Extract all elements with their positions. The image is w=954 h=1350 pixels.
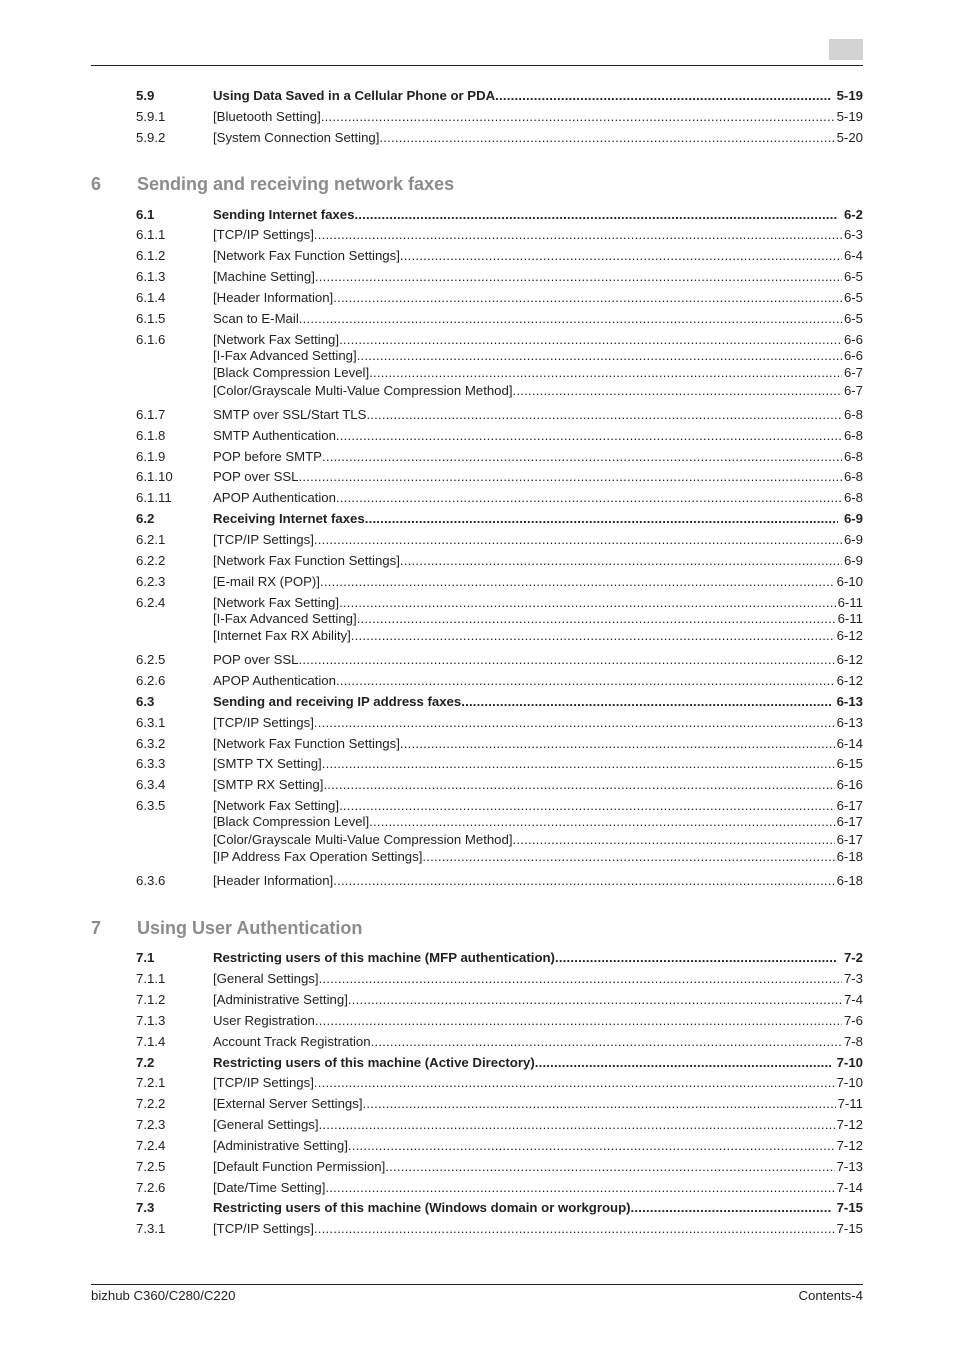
toc-page: 6-15 [836, 756, 863, 771]
toc-number: 6.3.4 [136, 777, 166, 792]
toc-entry[interactable] [136, 364, 863, 381]
toc-entry[interactable] [136, 1054, 863, 1071]
toc-title: POP before SMTP [213, 449, 322, 464]
toc-number: 6.2.4 [136, 595, 166, 610]
toc-page: 6-12 [836, 628, 863, 643]
toc-page: 6-13 [836, 694, 863, 709]
toc-entry[interactable] [136, 970, 863, 987]
dot-leader [333, 872, 834, 889]
toc-number: 6.2 [136, 511, 155, 526]
top-rule [91, 65, 863, 66]
toc-page: 5-20 [836, 130, 863, 145]
toc-title: [Network Fax Function Settings] [213, 248, 400, 263]
chapter-heading-6 [91, 174, 863, 196]
toc-entry[interactable] [136, 468, 863, 485]
dot-leader [299, 651, 835, 668]
toc-entry[interactable] [136, 331, 863, 348]
toc-entry[interactable] [136, 1033, 863, 1050]
toc-page: 6-9 [843, 511, 863, 526]
dot-leader [363, 1095, 836, 1112]
dot-leader [319, 970, 842, 987]
toc-page: 6-5 [843, 269, 863, 284]
toc-entry[interactable] [136, 991, 863, 1008]
footer-model: bizhub C360/C280/C220 [91, 1288, 236, 1303]
toc-page: 7-8 [843, 1034, 863, 1049]
toc-page: 6-17 [836, 832, 863, 847]
toc-page: 5-19 [836, 88, 863, 103]
toc-page: 6-2 [843, 207, 863, 222]
toc-title: [TCP/IP Settings] [213, 715, 314, 730]
toc-page: 6-8 [843, 469, 863, 484]
dot-leader [354, 206, 838, 223]
dot-leader [400, 735, 835, 752]
toc-number: 7.2.6 [136, 1180, 166, 1195]
toc-entry[interactable] [136, 406, 863, 423]
toc-title: [Network Fax Setting] [213, 798, 340, 813]
toc-number: 7.2 [136, 1055, 155, 1070]
toc-page: 6-17 [836, 798, 863, 813]
toc-page: 7-10 [836, 1075, 863, 1090]
toc-title: [Bluetooth Setting] [213, 109, 321, 124]
toc-number: 6.3 [136, 694, 155, 709]
toc-page: 6-13 [836, 715, 863, 730]
toc-page: 6-12 [836, 673, 863, 688]
toc-number: 6.3.1 [136, 715, 166, 730]
toc-title: [IP Address Fax Operation Settings] [213, 849, 423, 864]
toc-title: [Date/Time Setting] [213, 1180, 326, 1195]
toc-number: 7.1.2 [136, 992, 166, 1007]
dot-leader [315, 268, 842, 285]
toc-page: 6-8 [843, 490, 863, 505]
toc-title: Scan to E-Mail [213, 311, 299, 326]
toc-page: 7-3 [843, 971, 863, 986]
dot-leader [314, 226, 842, 243]
toc-entry[interactable] [136, 268, 863, 285]
dot-leader [400, 552, 842, 569]
toc-title: [System Connection Setting] [213, 130, 380, 145]
dot-leader [336, 672, 835, 689]
toc-number: 6.2.6 [136, 673, 166, 688]
toc-entry[interactable] [136, 610, 863, 627]
dot-leader [357, 610, 836, 627]
dot-leader [339, 331, 842, 348]
toc-page: 6-10 [836, 574, 863, 589]
dot-leader [299, 310, 842, 327]
toc-entry[interactable] [136, 949, 863, 966]
toc-title: [Black Compression Level] [213, 365, 370, 380]
toc-number: 6.1.7 [136, 407, 166, 422]
chapter-heading-7 [91, 918, 863, 940]
toc-entry[interactable] [136, 489, 863, 506]
toc-title: [Default Function Permission] [213, 1159, 386, 1174]
toc-title: [Header Information] [213, 290, 334, 305]
toc-entry[interactable] [136, 872, 863, 889]
toc-number: 5.9.2 [136, 130, 166, 145]
toc-page: 6-11 [837, 611, 863, 626]
toc-page: 6-3 [843, 227, 863, 242]
dot-leader [555, 949, 838, 966]
toc-entry[interactable] [136, 1074, 863, 1091]
toc-entry[interactable] [136, 247, 863, 264]
toc-title: [SMTP RX Setting] [213, 777, 324, 792]
footer-page-label: Contents-4 [798, 1288, 863, 1303]
toc-number: 5.9.1 [136, 109, 166, 124]
toc-entry[interactable] [136, 1095, 863, 1112]
toc-title: [Network Fax Setting] [213, 332, 340, 347]
toc-page: 7-12 [836, 1117, 863, 1132]
toc-title: [TCP/IP Settings] [213, 227, 314, 242]
page-tab-marker [829, 39, 863, 60]
toc-entry[interactable] [136, 531, 863, 548]
dot-leader [325, 1179, 834, 1196]
toc-number: 7.3 [136, 1200, 155, 1215]
dot-leader [333, 289, 842, 306]
toc-entry[interactable] [136, 1158, 863, 1175]
toc-number: 6.2.5 [136, 652, 166, 667]
toc-title: [Color/Grayscale Multi-Value Compression Method] [213, 383, 513, 398]
toc-title: [TCP/IP Settings] [213, 532, 314, 547]
chapter-title: Using User Authentication [137, 918, 363, 938]
toc-entry[interactable] [136, 848, 863, 865]
dot-leader [314, 531, 842, 548]
toc-number: 7.2.2 [136, 1096, 166, 1111]
dot-leader [513, 382, 842, 399]
toc-page: 6-4 [843, 248, 863, 263]
chapter-title: Sending and receiving network faxes [137, 174, 455, 194]
bottom-rule [91, 1284, 863, 1285]
toc-entry[interactable] [136, 87, 863, 104]
toc-page: 7-6 [843, 1013, 863, 1028]
toc-entry[interactable] [136, 813, 863, 830]
toc-title: [Administrative Setting] [213, 992, 348, 1007]
dot-leader [339, 797, 835, 814]
toc-page: 6-8 [843, 449, 863, 464]
toc-page: 7-15 [836, 1221, 863, 1236]
toc-entry[interactable] [136, 755, 863, 772]
toc-entry[interactable] [136, 573, 863, 590]
toc-number: 6.1.1 [136, 227, 166, 242]
toc-title: [Black Compression Level] [213, 814, 370, 829]
toc-page: 7-12 [836, 1138, 863, 1153]
toc-entry[interactable] [136, 552, 863, 569]
dot-leader [369, 364, 842, 381]
toc-page: 6-7 [843, 365, 863, 380]
toc-title: [I-Fax Advanced Setting] [213, 348, 357, 363]
toc-title: [E-mail RX (POP)] [213, 574, 320, 589]
dot-leader [495, 87, 830, 104]
toc-page: 7-11 [837, 1096, 863, 1111]
toc-number: 7.2.4 [136, 1138, 166, 1153]
toc-number: 7.2.1 [136, 1075, 166, 1090]
toc-entry[interactable] [136, 776, 863, 793]
toc-page: 6-6 [843, 348, 863, 363]
toc-title: [General Settings] [213, 1117, 319, 1132]
toc-number: 6.1.5 [136, 311, 166, 326]
toc-number: 6.1.9 [136, 449, 166, 464]
toc-number: 6.1 [136, 207, 155, 222]
toc-entry[interactable] [136, 347, 863, 364]
toc-entry[interactable] [136, 1199, 863, 1216]
toc-entry[interactable] [136, 1116, 863, 1133]
dot-leader [631, 1199, 831, 1216]
dot-leader [315, 1012, 842, 1029]
toc-number: 7.2.3 [136, 1117, 166, 1132]
dot-leader [339, 594, 836, 611]
toc-title: [TCP/IP Settings] [213, 1221, 314, 1236]
toc-entry[interactable] [136, 108, 863, 125]
toc-number: 6.1.10 [136, 469, 173, 484]
toc-title: Receiving Internet faxes [213, 511, 365, 526]
toc-title: [Network Fax Function Settings] [213, 553, 400, 568]
toc-title: [Machine Setting] [213, 269, 315, 284]
dot-leader [322, 448, 842, 465]
toc-page: 5-19 [836, 109, 863, 124]
toc-entry[interactable] [136, 735, 863, 752]
dot-leader [351, 627, 835, 644]
dot-leader [385, 1158, 834, 1175]
toc-entry[interactable] [136, 1012, 863, 1029]
dot-leader [314, 1074, 835, 1091]
dot-leader [379, 129, 834, 146]
toc-number: 6.2.1 [136, 532, 166, 547]
toc-entry[interactable] [136, 226, 863, 243]
toc-title: Account Track Registration [213, 1034, 371, 1049]
toc-entry[interactable] [136, 714, 863, 731]
toc-entry[interactable] [136, 289, 863, 306]
dot-leader [314, 714, 835, 731]
toc-page: 6-9 [843, 532, 863, 547]
toc-page: 6-9 [843, 553, 863, 568]
dot-leader [369, 813, 834, 830]
toc-title: Sending and receiving IP address faxes [213, 694, 462, 709]
toc-page: 7-10 [836, 1055, 863, 1070]
dot-leader [366, 406, 842, 423]
toc-page: 6-8 [843, 428, 863, 443]
toc-entry[interactable] [136, 693, 863, 710]
toc-title: [Internet Fax RX Ability] [213, 628, 351, 643]
dot-leader [422, 848, 834, 865]
toc-title: Restricting users of this machine (MFP authentication) [213, 950, 555, 965]
toc-number: 6.3.6 [136, 873, 166, 888]
dot-leader [513, 831, 835, 848]
toc-entry[interactable] [136, 310, 863, 327]
dot-leader [320, 573, 835, 590]
toc-page: 7-13 [836, 1159, 863, 1174]
toc-entry[interactable] [136, 427, 863, 444]
toc-page: 6-8 [843, 407, 863, 422]
toc-entry[interactable] [136, 831, 863, 848]
toc-page: 7-4 [843, 992, 863, 1007]
dot-leader [348, 991, 842, 1008]
toc-title: APOP Authentication [213, 490, 336, 505]
dot-leader [299, 468, 842, 485]
dot-leader [461, 693, 830, 710]
toc-title: User Registration [213, 1013, 315, 1028]
toc-title: APOP Authentication [213, 673, 336, 688]
toc-entry[interactable] [136, 382, 863, 399]
toc-page: 6-16 [836, 777, 863, 792]
toc-title: Using Data Saved in a Cellular Phone or PDA [213, 88, 496, 103]
dot-leader [365, 510, 838, 527]
toc-page: 7-14 [836, 1180, 863, 1195]
toc-number: 6.1.4 [136, 290, 166, 305]
toc-entry[interactable] [136, 510, 863, 527]
toc-title: [I-Fax Advanced Setting] [213, 611, 357, 626]
toc-entry[interactable] [136, 1179, 863, 1196]
toc-number: 7.1.1 [136, 971, 166, 986]
toc-title: SMTP Authentication [213, 428, 336, 443]
dot-leader [336, 427, 842, 444]
toc-title: [TCP/IP Settings] [213, 1075, 314, 1090]
toc-number: 7.1.4 [136, 1034, 166, 1049]
toc-entry[interactable] [136, 672, 863, 689]
toc-number: 7.1.3 [136, 1013, 166, 1028]
toc-entry[interactable] [136, 206, 863, 223]
dot-leader [323, 776, 834, 793]
toc-page: 7-2 [843, 950, 863, 965]
toc-number: 6.1.6 [136, 332, 166, 347]
toc-number: 6.3.5 [136, 798, 166, 813]
dot-leader [314, 1220, 835, 1237]
toc-number: 6.1.8 [136, 428, 166, 443]
toc-title: [General Settings] [213, 971, 319, 986]
toc-entry[interactable] [136, 1220, 863, 1237]
toc-page: 6-17 [836, 814, 863, 829]
toc-number: 6.3.3 [136, 756, 166, 771]
dot-leader [371, 1033, 842, 1050]
dot-leader [357, 347, 842, 364]
toc-page: 6-6 [843, 332, 863, 347]
dot-leader [535, 1054, 831, 1071]
toc-number: 7.3.1 [136, 1221, 166, 1236]
toc-title: Restricting users of this machine (Windows domain or workgroup) [213, 1200, 631, 1215]
dot-leader [400, 247, 842, 264]
toc-entry[interactable] [136, 448, 863, 465]
chapter-number: 7 [91, 918, 102, 938]
toc-number: 6.2.3 [136, 574, 166, 589]
toc-title: POP over SSL [213, 652, 299, 667]
toc-number: 7.2.5 [136, 1159, 166, 1174]
toc-title: SMTP over SSL/Start TLS [213, 407, 367, 422]
toc-entry[interactable] [136, 1137, 863, 1154]
toc-page: 7-15 [836, 1200, 863, 1215]
toc-title: [Color/Grayscale Multi-Value Compression Method] [213, 832, 513, 847]
dot-leader [348, 1137, 835, 1154]
toc-number: 6.2.2 [136, 553, 166, 568]
toc-title: POP over SSL [213, 469, 299, 484]
dot-leader [321, 108, 835, 125]
toc-number: 6.1.3 [136, 269, 166, 284]
toc-page: 6-5 [843, 311, 863, 326]
toc-number: 6.3.2 [136, 736, 166, 751]
toc-entry[interactable] [136, 651, 863, 668]
dot-leader [336, 489, 842, 506]
toc-page: 6-5 [843, 290, 863, 305]
toc-entry[interactable] [136, 627, 863, 644]
toc-entry[interactable] [136, 129, 863, 146]
toc-title: Restricting users of this machine (Active Directory) [213, 1055, 535, 1070]
toc-number: 5.9 [136, 88, 155, 103]
toc-number: 6.1.2 [136, 248, 166, 263]
toc-page: 6-12 [836, 652, 863, 667]
toc-page: 6-14 [836, 736, 863, 751]
toc-page: 6-18 [836, 849, 863, 864]
toc-title: [External Server Settings] [213, 1096, 363, 1111]
chapter-number: 6 [91, 174, 102, 194]
toc-page: 6-18 [836, 873, 863, 888]
toc-title: [Network Fax Setting] [213, 595, 340, 610]
dot-leader [322, 755, 835, 772]
toc-page: 6-7 [843, 383, 863, 398]
toc-number: 6.1.11 [136, 490, 172, 505]
toc-title: Sending Internet faxes [213, 207, 355, 222]
toc-entry[interactable] [136, 594, 863, 611]
toc-title: [Header Information] [213, 873, 334, 888]
toc-title: [Network Fax Function Settings] [213, 736, 400, 751]
toc-title: [Administrative Setting] [213, 1138, 348, 1153]
toc-page: 6-11 [837, 595, 863, 610]
toc-entry[interactable] [136, 797, 863, 814]
toc-number: 7.1 [136, 950, 155, 965]
toc-title: [SMTP TX Setting] [213, 756, 322, 771]
dot-leader [319, 1116, 835, 1133]
